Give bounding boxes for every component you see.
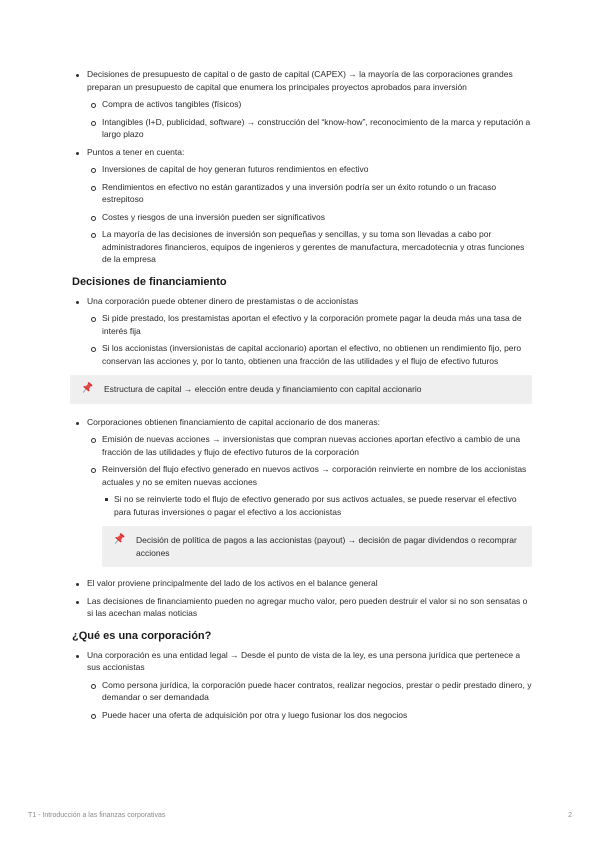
financiamiento-sub: Si los accionistas (inversionistas de capital accionario) aportan el efectivo, no obtienen un rendimiento fijo, pero conservan las acciones y, por lo tanto, obtienen una fracción de las utilidades y el flujo de efectivo futuros xyxy=(102,343,522,366)
corporacion-sub: Como persona jurídica, la corporación puede hacer contratos, realizar negocios, prestar o pedir prestado dinero, y demandar o ser demandada xyxy=(102,679,532,702)
callout-text: Decisión de política de pagos a las accionistas (payout) → decisión de pagar dividendos o recomprar acciones xyxy=(136,535,517,558)
financiamiento-sub: Reinversión del flujo efectivo generado en nuevos activos → corporación reinvierte en nombre de los accionistas actuales y no se emiten nuevas acciones xyxy=(102,464,527,487)
list-item xyxy=(72,416,532,568)
list-item xyxy=(72,295,532,368)
list-item xyxy=(87,98,532,111)
bullet-list-corporacion xyxy=(72,649,532,722)
list-item xyxy=(87,463,532,567)
financiamiento-item4: Las decisiones de financiamiento pueden no agregar mucho valor, pero pueden destruir el valor si no son sensatas o si las acechan malas noticias xyxy=(87,595,528,618)
capex-sub: Intangibles (I+D, publicidad, software) → construcción del “know-how”, reconocimiento de la marca y reputación a largo plazo xyxy=(102,116,531,139)
list-item xyxy=(87,433,532,458)
footer-title: T1 - Introducción a las finanzas corporativas xyxy=(28,812,166,819)
page-number: 2 xyxy=(568,812,572,819)
list-item xyxy=(87,116,532,141)
corporacion-main: Una corporación es una entidad legal → Desde el punto de vista de la ley, es una persona jurídica que pertenece a sus accionistas xyxy=(87,649,521,672)
capex-sub: Compra de activos tangibles (físicos) xyxy=(102,99,242,109)
puntos-sub: Inversiones de capital de hoy generan futuros rendimientos en efectivo xyxy=(102,164,369,174)
puntos-sub: Rendimientos en efectivo no están garantizados y una inversión podría ser un éxito rotundo o un fracaso estrepitoso xyxy=(102,181,497,204)
list-item xyxy=(87,709,532,722)
callout-payout xyxy=(102,526,532,567)
financiamiento-item2: Corporaciones obtienen financiamiento de capital accionario de dos maneras: xyxy=(87,416,380,427)
financiamiento-item3: El valor proviene principalmente del lado de los activos en el balance general xyxy=(87,578,378,588)
puntos-sub: La mayoría de las decisiones de inversión son pequeñas y sencillas, y su toma son llevadas a cabo por administradores financieros, equipos de ingenieros y gerentes de manufactura, mercadotecnia y otras funciones de la empresa xyxy=(102,229,525,264)
financiamiento-item1: Una corporación puede obtener dinero de prestamistas o de accionistas xyxy=(87,295,359,306)
callout-estructura-capital xyxy=(70,375,532,404)
section-heading-financiamiento: Decisiones de financiamiento xyxy=(72,275,227,288)
list-item xyxy=(72,68,532,141)
puntos-sub: Costes y riesgos de una inversión pueden ser significativos xyxy=(102,211,326,222)
corporacion-sub: Puede hacer una oferta de adquisición por otra y luego fusionar los dos negocios xyxy=(102,709,408,720)
list-item xyxy=(87,312,532,337)
pushpin-icon xyxy=(112,532,126,546)
financiamiento-sub: Emisión de nuevas acciones → inversionistas que compran nuevas acciones aportan efectivo a cambio de una fracción de las utilidades y flujo de efectivo futuros de la corporación xyxy=(102,434,521,457)
sub-list xyxy=(87,679,532,722)
sub-list xyxy=(87,163,532,266)
puntos-main: Puntos a tener en cuenta: xyxy=(87,146,185,157)
list-item xyxy=(87,679,532,704)
list-item xyxy=(87,181,532,206)
bullet-list-capex xyxy=(72,68,532,266)
bullet-list-capital-accionario xyxy=(72,416,532,620)
sub-list xyxy=(87,98,532,141)
bullet-list-financiamiento xyxy=(72,295,532,368)
list-item xyxy=(87,163,532,176)
list-item xyxy=(72,595,532,620)
list-item xyxy=(87,342,532,367)
section-heading-corporacion: ¿Qué es una corporación? xyxy=(72,629,212,642)
list-item xyxy=(102,493,532,518)
sub-sub-list xyxy=(102,493,532,518)
list-item xyxy=(87,228,532,266)
list-item xyxy=(87,211,532,224)
financiamiento-detail: Si no se reinvierte todo el flujo de efectivo generado por sus activos actuales, se puede reservar el efectivo para futuras inversiones o pagar el efectivo a los accionistas xyxy=(114,494,517,517)
capex-main: Decisiones de presupuesto de capital o de gasto de capital (CAPEX) → la mayoría de las corporaciones grandes preparan un presupuesto de capital que enumera los principales proyectos aprobados para inversión xyxy=(87,69,513,92)
pushpin-icon xyxy=(80,381,94,395)
list-item xyxy=(72,146,532,266)
sub-list xyxy=(87,312,532,367)
list-item xyxy=(72,649,532,722)
sub-list xyxy=(87,433,532,567)
list-item xyxy=(72,577,532,590)
callout-text: Estructura de capital → elección entre deuda y financiamiento con capital accionario xyxy=(104,384,422,394)
financiamiento-sub: Si pide prestado, los prestamistas aportan el efectivo y la corporación promete pagar la deuda más una tasa de interés fija xyxy=(102,313,522,336)
page-content xyxy=(72,68,532,726)
